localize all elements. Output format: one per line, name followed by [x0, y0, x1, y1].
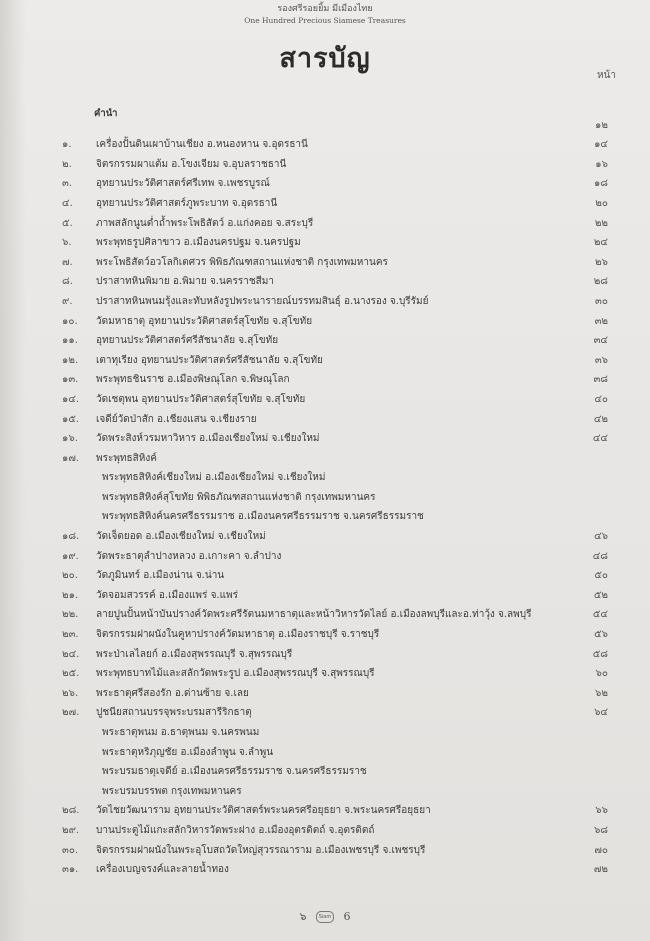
toc-entry-page: ๔๘: [592, 550, 608, 562]
toc-entry-title: เจดีย์วัดป่าสัก อ.เชียงแสน จ.เชียงราย: [96, 413, 257, 425]
toc-entry[interactable]: [0, 449, 650, 469]
toc-sub-entry[interactable]: [0, 507, 650, 527]
toc-entry-title: พระพุทธบาทไม้และสลักวัดพระรูป อ.เมืองสุพรรณบุรี จ.สุพรรณบุรี: [96, 668, 375, 680]
toc-entry-page: ๔๒: [593, 413, 608, 425]
toc-sub-entry[interactable]: [0, 488, 650, 508]
toc-entry-number: ๒๖.: [62, 687, 79, 699]
toc-entry-number: ๒๗.: [62, 707, 80, 719]
toc-entry-title: ภาพสลักนูนต่ำถ้ำพระโพธิสัตว์ อ.แก่งคอย จ.สระบุรี: [96, 217, 314, 229]
toc-entry-page: ๖๒: [595, 687, 608, 699]
toc-entry-title: วัดจอมสวรรค์ อ.เมืองแพร่ จ.แพร่: [96, 589, 239, 601]
toc-entry-page: ๔๐: [594, 393, 608, 405]
toc-sub-entry-title: พระพุทธสิหิงค์นครศรีธรรมราช อ.เมืองนครศรีธรรมราช จ.นครศรีธรรมราช: [102, 511, 424, 523]
toc-entry[interactable]: [0, 155, 650, 175]
toc-entry[interactable]: [0, 566, 650, 586]
toc-entry[interactable]: [0, 841, 650, 861]
toc-entry[interactable]: [0, 586, 650, 606]
toc-entry-title: จิตรกรรมผาแต้ม อ.โขงเจียม จ.อุบลราชธานี: [96, 158, 287, 170]
toc-entry-title: เตาทุเรียง อุทยานประวัติศาสตร์ศรีสัชนาลัย จ.สุโขทัย: [96, 354, 323, 366]
toc-entry[interactable]: [0, 429, 650, 449]
toc-entry-page: ๗๐: [594, 844, 608, 856]
toc-entry[interactable]: [0, 312, 650, 332]
toc-entry-page: ๓๐: [595, 295, 608, 307]
toc-entry-title: จิตรกรรมฝาผนังในคูหาปรางค์วัดมหาธาตุ อ.เมืองราชบุรี จ.ราชบุรี: [96, 629, 380, 641]
toc-entry-title: อุทยานประวัติศาสตร์ภูพระบาท จ.อุดรธานี: [96, 197, 278, 209]
toc-entry-title: พระพุทธรูปศิลาขาว อ.เมืองนครปฐม จ.นครปฐม: [96, 237, 301, 249]
toc-entry[interactable]: [0, 292, 650, 312]
toc-entry[interactable]: [0, 194, 650, 214]
toc-entry-title: พระโพธิสัตว์อวโลกิเตศวร พิพิธภัณฑสถานแห่งชาติ กรุงเทพมหานคร: [96, 256, 388, 268]
header-thai-title: รองศรีรอยยิ้ม มีเมืองไทย: [277, 4, 373, 14]
toc-entry-page: ๕๖: [594, 629, 608, 641]
toc-entry[interactable]: [0, 625, 650, 645]
toc-entry-number: ๒๓.: [62, 629, 79, 641]
toc-entry-number: ๑๐.: [62, 315, 78, 327]
toc-entry-title: อุทยานประวัติศาสตร์ศรีเทพ จ.เพชรบูรณ์: [96, 178, 270, 190]
toc-entry[interactable]: [0, 684, 650, 704]
toc-entry-page: ๗๒: [593, 864, 608, 876]
toc-entry-number: ๑๖.: [62, 433, 78, 445]
toc-entry-page: ๒๔: [593, 237, 608, 249]
toc-entry[interactable]: [0, 135, 650, 155]
toc-entry-page: ๖๖: [595, 805, 608, 817]
toc-entry-title: เครื่องเบญจรงค์และลายน้ำทอง: [96, 864, 229, 876]
toc-entry[interactable]: [0, 253, 650, 273]
toc-entry-title: วัดภูมินทร์ อ.เมืองน่าน จ.น่าน: [96, 570, 225, 582]
toc-entry[interactable]: [0, 233, 650, 253]
toc-entry-title: วัดเชตุพน อุทยานประวัติศาสตร์สุโขทัย จ.สุโขทัย: [96, 393, 306, 405]
toc-entry-title: อุทยานประวัติศาสตร์ศรีสัชนาลัย จ.สุโขทัย: [96, 335, 279, 347]
toc-entry-page: ๔๔: [592, 433, 608, 445]
toc-entry-title: ปราสาทหินพิมาย อ.พิมาย จ.นครราชสีมา: [96, 276, 274, 288]
toc-entry-page: ๕๐: [594, 570, 608, 582]
toc-entry[interactable]: [0, 331, 650, 351]
toc-sub-entry-title: พระพุทธสิหิงค์เชียงใหม่ อ.เมืองเชียงใหม่ จ.เชียงใหม่: [102, 472, 326, 484]
toc-entry-title: บานประตูไม้แกะสลักวิหารวัดพระฝาง อ.เมืองอุตรดิตถ์ จ.อุตรดิตถ์: [96, 824, 375, 836]
toc-entry-number: ๘.: [62, 276, 73, 288]
toc-entry-title: ปูชนียสถานบรรจุพระบรมสารีริกธาตุ: [96, 707, 252, 719]
toc-sub-entry-title: พระบรมบรรพต กรุงเทพมหานคร: [102, 785, 242, 797]
toc-entry-title: วัดพระธาตุลำปางหลวง อ.เกาะคา จ.ลำปาง: [96, 550, 282, 562]
toc-entry-title: พระพุทธชินราช อ.เมืองพิษณุโลก จ.พิษณุโลก: [96, 374, 290, 386]
toc-entry-page: ๕๘: [592, 648, 608, 660]
toc-entry-number: ๖.: [62, 237, 72, 249]
toc-entry-number: ๒๐.: [62, 570, 78, 582]
toc-sub-entry[interactable]: [0, 723, 650, 743]
toc-entry-page: ๓๘: [593, 374, 608, 386]
toc-entry[interactable]: [0, 370, 650, 390]
toc-sub-entry-title: พระพุทธสิหิงค์สุโขทัย พิพิธภัณฑสถานแห่งชาติ กรุงเทพมหานคร: [102, 491, 376, 503]
toc-entry-number: ๒๕.: [62, 668, 80, 680]
table-of-contents: [0, 104, 650, 880]
toc-entry[interactable]: [0, 351, 650, 371]
toc-entry-number: ๑๔.: [62, 393, 80, 405]
toc-entry-title: ปราสาทหินพนมรุ้งและทับหลังรูปพระนารายณ์บรรทมสินธุ์ อ.นางรอง จ.บุรีรัมย์: [96, 295, 429, 307]
footer-page-number: 6: [343, 910, 351, 923]
toc-entry[interactable]: [0, 645, 650, 665]
toc-sub-entry[interactable]: [0, 743, 650, 763]
toc-sub-entry[interactable]: [0, 468, 650, 488]
toc-entry-number: ๒๙.: [62, 824, 80, 836]
toc-entry-page: ๓๖: [594, 354, 608, 366]
toc-intro-page: ๑๒: [595, 119, 608, 131]
toc-entry-title: ลายปูนปั้นหน้าบันปรางค์วัดพระศรีรัตนมหาธาตุและหน้าวิหารวัดไลย์ อ.เมืองลพบุรีและอ.ท่าวุ้ง จ.ลพบุรี: [96, 609, 532, 621]
page-title: สารบัญ: [279, 43, 371, 74]
toc-entry-number: ๒๑.: [62, 589, 79, 601]
toc-entry-page: ๒๐: [595, 197, 608, 209]
toc-entry-number: ๑๘.: [62, 531, 80, 543]
toc-entry[interactable]: [0, 214, 650, 234]
toc-entry-page: ๖๐: [595, 668, 608, 680]
toc-entry-page: ๔๖: [594, 531, 608, 543]
toc-entry[interactable]: [0, 821, 650, 841]
toc-entry-page: ๑๖: [595, 158, 608, 170]
page-column-label: หน้า: [596, 70, 616, 81]
toc-entry[interactable]: [0, 272, 650, 292]
toc-entry-title: จิตรกรรมฝาผนังในพระอุโบสถวัดใหญ่สุวรรณาราม อ.เมืองเพชรบุรี จ.เพชรบุรี: [96, 844, 426, 856]
footer-thai-page-number: ๖: [299, 910, 307, 923]
toc-entry-page: ๕๔: [592, 609, 608, 621]
toc-entry-page: ๓๔: [593, 335, 608, 347]
toc-sub-entry-title: พระบรมธาตุเจดีย์ อ.เมืองนครศรีธรรมราช จ.นครศรีธรรมราช: [102, 766, 367, 778]
toc-entry-number: ๑๒.: [62, 354, 79, 366]
toc-entry-number: ๑.: [62, 139, 72, 151]
toc-entry-number: ๓.: [62, 178, 73, 190]
publisher-logo-icon: Siam: [316, 911, 334, 923]
toc-entry-number: ๗.: [62, 256, 73, 268]
toc-entry[interactable]: [0, 390, 650, 410]
toc-sub-entry[interactable]: [0, 782, 650, 802]
toc-entry[interactable]: [0, 860, 650, 880]
page-footer: [0, 907, 650, 925]
toc-entry[interactable]: [0, 605, 650, 625]
toc-entry-title: พระป่าเลไลยก์ อ.เมืองสุพรรณบุรี จ.สุพรรณบุรี: [96, 648, 293, 660]
toc-entry-number: ๓๑.: [62, 864, 79, 876]
toc-entry[interactable]: [0, 410, 650, 430]
toc-entry-page: ๖๘: [593, 824, 608, 836]
toc-entry-title: เครื่องปั้นดินเผาบ้านเชียง อ.หนองหาน จ.อุดรธานี: [96, 139, 308, 151]
toc-entry-number: ๒.: [62, 158, 72, 170]
toc-sub-entry-title: พระธาตุพนม อ.ธาตุพนม จ.นครพนม: [102, 727, 260, 738]
toc-entry-number: ๒๘.: [62, 805, 80, 817]
header-english-title: One Hundred Precious Siamese Treasures: [244, 16, 406, 25]
toc-entry[interactable]: [0, 801, 650, 821]
toc-entry-number: ๕.: [62, 217, 73, 229]
toc-entry-number: ๒๔.: [62, 648, 80, 660]
toc-entry-page: ๒๒: [594, 217, 608, 229]
toc-sub-entry[interactable]: [0, 762, 650, 782]
toc-entry[interactable]: [0, 703, 650, 723]
toc-entry-page: ๒๖: [595, 256, 608, 268]
toc-entry-number: ๑๙.: [62, 550, 79, 562]
toc-entry-page: ๑๔: [594, 139, 608, 151]
toc-entry-number: ๙.: [62, 295, 73, 307]
toc-entry-title: พระพุทธสิหิงค์: [96, 452, 157, 464]
toc-entry[interactable]: [0, 547, 650, 567]
toc-entry-page: ๑๘: [593, 178, 608, 190]
toc-entry[interactable]: [0, 174, 650, 194]
toc-entry-page: ๒๘: [593, 276, 608, 288]
toc-entry-title: วัดมหาธาตุ อุทยานประวัติศาสตร์สุโขทัย จ.สุโขทัย: [96, 315, 313, 327]
toc-entry-number: ๔.: [62, 197, 73, 209]
toc-entry-page: ๖๔: [594, 707, 608, 719]
toc-entry-number: ๑๑.: [62, 335, 78, 347]
toc-entry[interactable]: [0, 527, 650, 547]
toc-entry-page: ๓๒: [594, 315, 608, 327]
toc-entry-number: ๒๒.: [62, 609, 79, 621]
toc-entry-number: ๓๐.: [62, 844, 79, 856]
toc-entry-title: วัดเจ็ดยอด อ.เมืองเชียงใหม่ จ.เชียงใหม่: [96, 531, 266, 543]
toc-entry-title: พระธาตุศรีสองรัก อ.ด่านซ้าย จ.เลย: [96, 687, 249, 699]
toc-entry-page: ๕๒: [593, 589, 608, 601]
toc-entry-title: วัดพระสิงห์วรมหาวิหาร อ.เมืองเชียงใหม่ จ.เชียงใหม่: [96, 433, 320, 445]
toc-entry-number: ๑๓.: [62, 374, 79, 386]
toc-entry-number: ๑๕.: [62, 413, 80, 425]
toc-intro-page-row: [0, 116, 650, 136]
toc-entry-title: วัดไชยวัฒนาราม อุทยานประวัติศาสตร์พระนครศรีอยุธยา จ.พระนครศรีอยุธยา: [96, 805, 431, 817]
running-header: [0, 4, 650, 26]
toc-entry[interactable]: [0, 664, 650, 684]
toc-intro-label: คำนำ: [94, 108, 118, 119]
toc-entry-number: ๑๗.: [62, 452, 80, 464]
toc-sub-entry-title: พระธาตุหริภุญชัย อ.เมืองลำพูน จ.ลำพูน: [102, 746, 274, 758]
